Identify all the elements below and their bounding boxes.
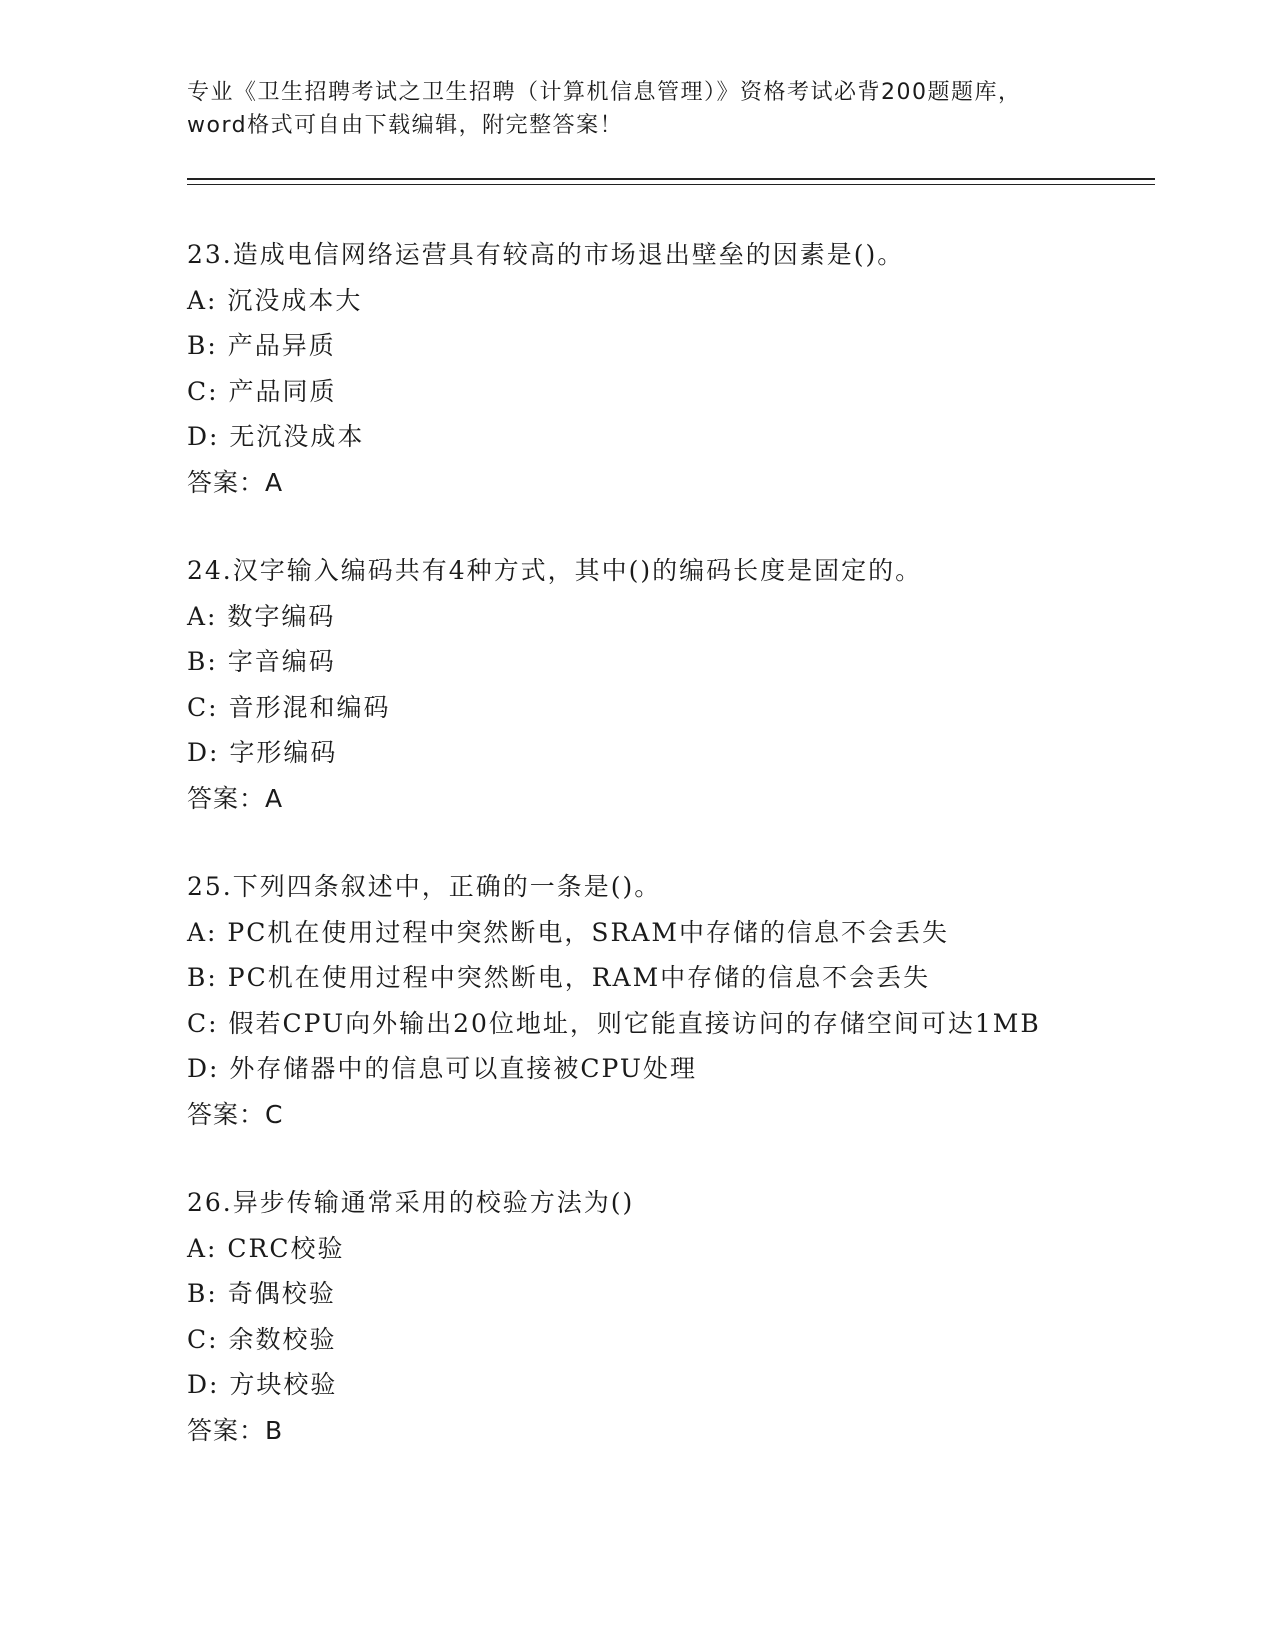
option-a: A: CRC校验: [187, 1233, 345, 1263]
option-c: C: 产品同质: [187, 376, 337, 406]
header-divider-thick: [187, 178, 1155, 180]
option-c: C: 假若CPU向外输出20位地址，则它能直接访问的存储空间可达1MB: [187, 1008, 1041, 1038]
answer-label: 答案：A: [187, 783, 284, 813]
option-b: B: 字音编码: [187, 647, 336, 676]
option-a: A: 沉没成本大: [187, 285, 363, 315]
option-b: B: 产品异质: [187, 331, 336, 360]
option-c: C: 音形混和编码: [187, 692, 391, 722]
header-title-line-2: word格式可自由下载编辑，附完整答案！: [187, 113, 624, 138]
question-stem: 24.汉字输入编码共有4种方式，其中()的编码长度是固定的。: [187, 556, 923, 585]
option-b: B: 奇偶校验: [187, 1279, 336, 1308]
answer-label: 答案：B: [187, 1415, 284, 1445]
question-23: [187, 232, 1167, 505]
option-b: B: PC机在使用过程中突然断电，RAM中存储的信息不会丢失: [187, 963, 931, 992]
header-divider-thin: [187, 184, 1155, 185]
header-title-line-1: 专业《卫生招聘考试之卫生招聘（计算机信息管理）》资格考试必背200题题库，: [187, 80, 1022, 105]
option-d: D: 外存储器中的信息可以直接被CPU处理: [187, 1054, 697, 1083]
question-stem: 23.造成电信网络运营具有较高的市场退出壁垒的因素是()。: [187, 240, 905, 269]
question-25: [187, 864, 1167, 1137]
question-stem: 25.下列四条叙述中，正确的一条是()。: [187, 872, 662, 901]
option-d: D: 字形编码: [187, 738, 338, 767]
answer-label: 答案：A: [187, 467, 284, 497]
question-stem: 26.异步传输通常采用的校验方法为(): [187, 1188, 635, 1217]
option-c: C: 余数校验: [187, 1324, 337, 1354]
option-d: D: 无沉没成本: [187, 422, 365, 451]
option-a: A: PC机在使用过程中突然断电，SRAM中存储的信息不会丢失: [187, 917, 949, 947]
option-a: A: 数字编码: [187, 601, 336, 631]
answer-label: 答案：C: [187, 1099, 284, 1129]
option-d: D: 方块校验: [187, 1370, 338, 1399]
question-24: [187, 548, 1167, 821]
document-header: [187, 76, 1087, 142]
question-26: [187, 1180, 1167, 1453]
